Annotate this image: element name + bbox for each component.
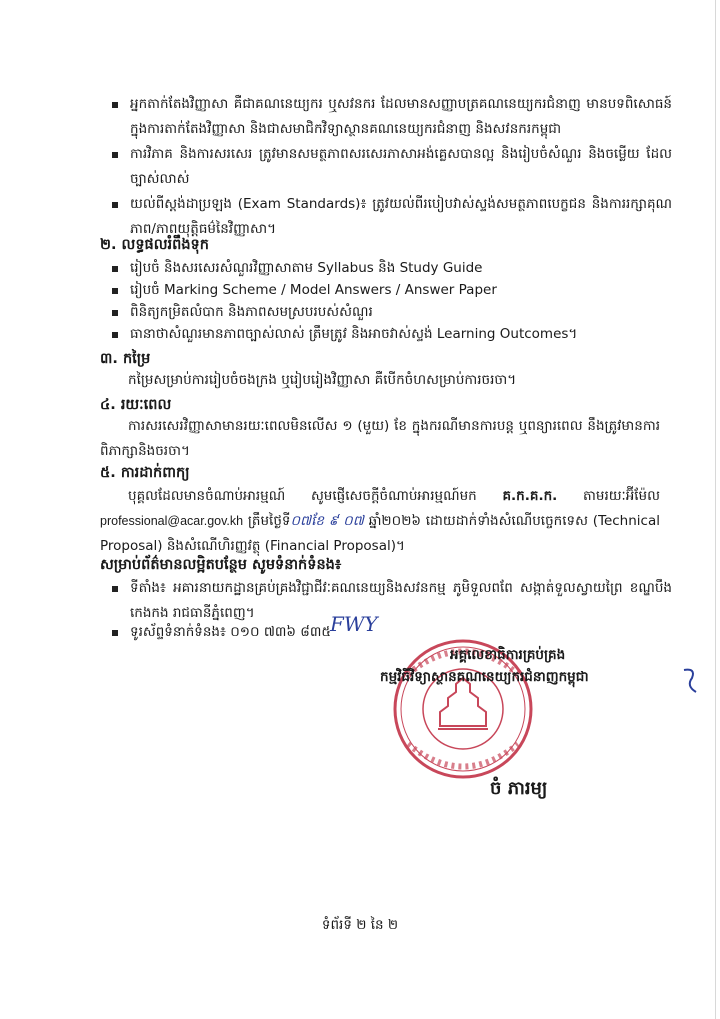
signatory-title: អគ្គលេខាធិការគ្រប់គ្រង [450, 647, 566, 663]
list-item [112, 576, 672, 626]
page-number: ទំព័រទី ២ នៃ ២ [321, 917, 399, 933]
list-item-text: រៀបចំ Marking Scheme / Model Answers / Answer Paper [130, 282, 497, 298]
bullet-square [112, 310, 118, 316]
bullet-square [112, 102, 118, 108]
section-text: ការសរសេរវិញ្ញាសាមានរយៈពេលមិនលើស ១ (មួយ) ខែ ក្នុងករណីមានការបន្ត ឬពន្យារពេល នឹងត្រូវមានការពិភាក្សានិងចរចា។ [100, 418, 660, 459]
list-item-text: ពិនិត្យកម្រិតលំបាក និងភាពសមស្របរបស់សំណួរ [130, 304, 373, 320]
section-heading: ៣. កម្រៃ [100, 351, 151, 367]
application-text-a: បុគ្គលដែលមានចំណាប់អារម្មណ៍ សូមផ្ញើសេចក្ដីចំណាប់អារម្មណ៍មក [128, 488, 503, 504]
application-text-d: ឆ្នាំ២០២៦ ដោយដាក់ទាំងសំណើបច្ចេកទេស (Technical Proposal) និងសំណើហិរញ្ញវត្ថុ (Financial Proposal)។ [100, 513, 660, 554]
application-text-b: តាមរយៈអ៊ីម៉ែល [557, 488, 660, 504]
list-item-text: ការវិភាគ និងការសរសេរ ត្រូវមានសមត្ថភាពសរសេរភាសាអង់គ្លេសបានល្អ និងរៀបចំសំណួរ និងចម្លើយ ដែលច្បាស់លាស់ [130, 146, 672, 187]
application-paragraph [100, 484, 660, 559]
bullet-square [112, 266, 118, 272]
contact-intro: សម្រាប់ព័ត៌មានលម្អិតបន្ថែម សូមទំនាក់ទំនង៖ [100, 557, 342, 573]
list-item-text: ទូរស័ព្ទទំនាក់ទំនង៖ ០១០ ៧៣៦ ៨៣៥ [130, 624, 331, 640]
section-heading: ៥. ការដាក់ពាក្យ [100, 465, 190, 481]
bullet-square [112, 152, 118, 158]
bullet-square [112, 630, 118, 636]
list-item-text: អ្នកតាក់តែងវិញ្ញាសា គឺជាគណនេយ្យករ ឬសវនករ ដែលមានសញ្ញាបត្រគណនេយ្យករជំនាញ មានបទពិសោធន៍ ក្នុងការតាក់តែងវិញ្ញាសា និងជាសមាជិកវិទ្យាស្ថានគណនេយ្យករជំនាញ និងសវនករកម្ពុជា [130, 96, 672, 137]
bullet-square [112, 586, 118, 592]
list-item [112, 322, 672, 347]
section-heading: ៤. រយៈពេល [100, 397, 172, 413]
signatory-organization: កម្មវិធីវិទ្យាស្ថានគណនេយ្យករជំនាញកម្ពុជា [380, 669, 589, 685]
list-item-text: យល់ពីស្តង់ដាប្រឡង (Exam Standards)៖ ត្រូវយល់ពីរបៀបវាស់ស្ទង់សមត្ថភាពបេក្ខជន និងការរក្សាគុណភាព/ភាពយុត្តិធម៌នៃវិញ្ញាសា។ [130, 196, 672, 237]
section-text: កម្រៃសម្រាប់ការរៀបចំចងក្រង ឬរៀបរៀងវិញ្ញាសា គឺបើកចំហសម្រាប់ការចរចា។ [128, 372, 517, 388]
signatory-name: ចំ ភារម្យ [490, 778, 548, 799]
list-item [112, 92, 672, 142]
list-item-text: ទីតាំង៖ អគារនាយកដ្ឋានគ្រប់គ្រងវិជ្ជាជីវៈគណនេយ្យនិងសវនកម្ម ភូមិទួលពពែ សង្កាត់ទួលស្វាយព្រៃ ខណ្ឌបឹងកេងកង រាជធានីភ្នំពេញ។ [130, 580, 672, 621]
handwritten-mark: FWY [330, 612, 378, 636]
handwritten-initial-icon [680, 666, 700, 696]
list-item-text: រៀបចំ និងសរសេរសំណួរវិញ្ញាសាតាម Syllabus និង Study Guide [130, 260, 483, 276]
handwritten-date: ០៧ខែ ៩ ០៧ [290, 513, 364, 529]
list-item [112, 142, 672, 192]
signature-block [380, 630, 710, 830]
application-text-c: ត្រឹមថ្ងៃទី [243, 513, 291, 529]
bullet-square [112, 288, 118, 294]
org-abbreviation: គ.ក.គ.ក. [502, 488, 558, 504]
section-heading: ២. លទ្ធផលរំពឹងទុក [100, 237, 209, 253]
list-item-text: ធានាថាសំណួរមានភាពច្បាស់លាស់ ត្រឹមត្រូវ និងអាចវាស់ស្ទង់ Learning Outcomes។ [130, 326, 578, 342]
bullet-square [112, 202, 118, 208]
email-address: professional@acar.gov.kh [100, 514, 244, 528]
bullet-square [112, 332, 118, 338]
scan-edge-line [715, 0, 716, 1019]
